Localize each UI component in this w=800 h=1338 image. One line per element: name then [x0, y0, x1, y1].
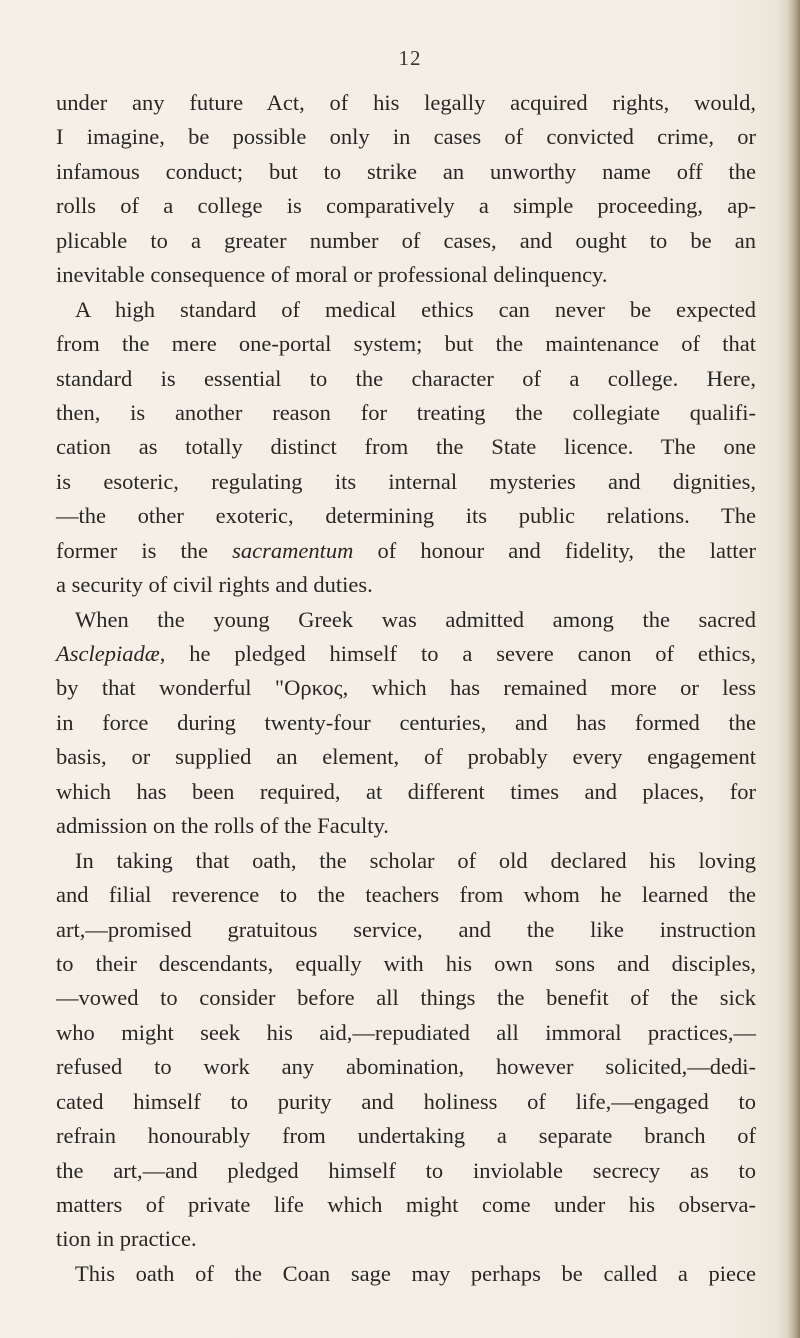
text-line: art,—promised gratuitous service, and the like instruction: [56, 916, 756, 942]
text-line: I imagine, be possible only in cases of convicted crime, or: [56, 124, 756, 150]
text-segment: , he pledged himself to a severe canon of ethics,: [159, 641, 756, 666]
text-line: infamous conduct; but to strike an unworthy name off the: [56, 158, 756, 184]
text-line: by that wonderful "Ορκος, which has remained more or less: [56, 675, 756, 701]
text-line: This oath of the Coan sage may perhaps be called a piece: [75, 1260, 756, 1286]
text-line: cated himself to purity and holiness of life,—engaged to: [56, 1088, 756, 1114]
text-segment: of honour and fidelity, the latter: [353, 537, 756, 563]
text-line: matters of private life which might come under his observa-: [56, 1192, 756, 1217]
text-line: and filial reverence to the teachers from whom he learned the: [56, 882, 756, 908]
body-text: [56, 86, 756, 1291]
page-edge: [786, 0, 800, 1338]
text-line: —the other exoteric, determining its public relations. The: [56, 503, 756, 529]
text-line: refrain honourably from undertaking a separate branch of: [56, 1123, 756, 1149]
text-line: then, is another reason for treating the collegiate qualifi-: [56, 399, 756, 425]
text-line: who might seek his aid,—repudiated all immoral practices,—: [56, 1019, 756, 1045]
page-number: 12: [398, 46, 422, 70]
text-line: cation as totally distinct from the State licence. The one: [56, 434, 756, 460]
text-line: A high standard of medical ethics can never be expected: [75, 296, 756, 322]
text-line: rolls of a college is comparatively a simple proceeding, ap-: [56, 193, 756, 219]
text-line: the art,—and pledged himself to inviolable secrecy as to: [56, 1157, 756, 1183]
text-line: basis, or supplied an element, of probably every engagement: [56, 744, 756, 770]
text-line: When the young Greek was admitted among the sacred: [75, 606, 756, 632]
text-line: [56, 637, 756, 671]
text-line: which has been required, at different times and places, for: [56, 778, 756, 804]
text-line: tion in practice.: [56, 1226, 197, 1252]
text-line: from the mere one-portal system; but the maintenance of that: [56, 331, 756, 357]
text-line: to their descendants, equally with his own sons and disciples,: [56, 950, 756, 976]
text-line: in force during twenty-four centuries, and has formed the: [56, 709, 756, 735]
text-line: In taking that oath, the scholar of old declared his loving: [75, 847, 756, 873]
text-line: under any future Act, of his legally acquired rights, would,: [56, 90, 756, 115]
text-line: refused to work any abomination, however solicited,—dedi-: [56, 1054, 756, 1080]
text-line: inevitable consequence of moral or professional delinquency.: [56, 262, 608, 288]
text-line: standard is essential to the character of a college. Here,: [56, 365, 756, 391]
text-line: admission on the rolls of the Faculty.: [56, 813, 389, 839]
italic-term: sacramentum: [232, 537, 354, 563]
text-line: is esoteric, regulating its internal mysteries and dignities,: [56, 468, 756, 494]
italic-term: Asclepiadæ: [56, 641, 160, 666]
text-line: —vowed to consider before all things the benefit of the sick: [56, 985, 756, 1011]
text-line: [56, 534, 756, 568]
text-line: plicable to a greater number of cases, and ought to be an: [56, 227, 756, 253]
text-segment: former is the: [56, 537, 233, 563]
text-line: a security of civil rights and duties.: [56, 572, 373, 598]
